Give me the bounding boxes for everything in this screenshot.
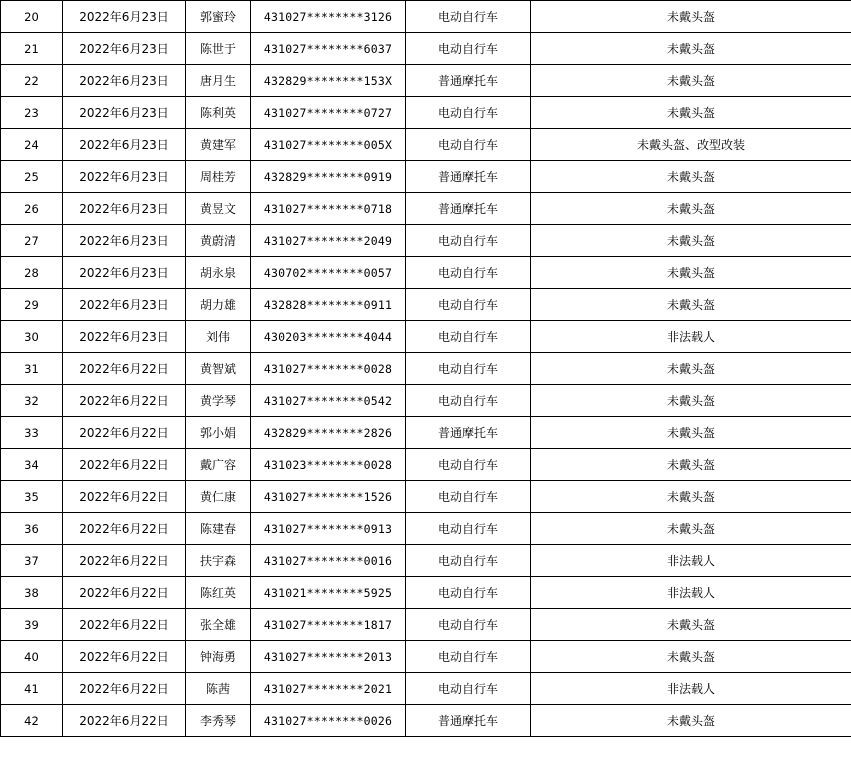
violation-cell: 未戴头盔、改型改装 xyxy=(531,129,851,161)
date-cell: 2022年6月22日 xyxy=(63,417,186,449)
table-row xyxy=(1,97,851,129)
person-name-cell: 李秀琴 xyxy=(186,705,251,737)
violation-cell: 未戴头盔 xyxy=(531,609,851,641)
table-row xyxy=(1,545,851,577)
row-number-cell: 28 xyxy=(1,257,63,289)
date-cell: 2022年6月22日 xyxy=(63,513,186,545)
vehicle-type-cell: 电动自行车 xyxy=(406,33,531,65)
table-row xyxy=(1,257,851,289)
person-name-cell: 唐月生 xyxy=(186,65,251,97)
vehicle-type-cell: 电动自行车 xyxy=(406,225,531,257)
table-row xyxy=(1,513,851,545)
row-number-cell: 31 xyxy=(1,353,63,385)
date-cell: 2022年6月23日 xyxy=(63,193,186,225)
vehicle-type-cell: 电动自行车 xyxy=(406,289,531,321)
table-row xyxy=(1,33,851,65)
person-name-cell: 黄仁康 xyxy=(186,481,251,513)
row-number-cell: 34 xyxy=(1,449,63,481)
person-name-cell: 郭蜜玲 xyxy=(186,1,251,33)
row-number-cell: 25 xyxy=(1,161,63,193)
violation-cell: 未戴头盔 xyxy=(531,417,851,449)
id-number-cell: 431027********0913 xyxy=(251,513,406,545)
row-number-cell: 39 xyxy=(1,609,63,641)
vehicle-type-cell: 电动自行车 xyxy=(406,129,531,161)
violation-cell: 未戴头盔 xyxy=(531,481,851,513)
table-body xyxy=(1,1,851,737)
row-number-cell: 36 xyxy=(1,513,63,545)
table-row xyxy=(1,577,851,609)
date-cell: 2022年6月22日 xyxy=(63,577,186,609)
table-row xyxy=(1,161,851,193)
vehicle-type-cell: 电动自行车 xyxy=(406,257,531,289)
id-number-cell: 431027********2049 xyxy=(251,225,406,257)
id-number-cell: 432829********2826 xyxy=(251,417,406,449)
row-number-cell: 41 xyxy=(1,673,63,705)
table-row xyxy=(1,673,851,705)
id-number-cell: 431021********5925 xyxy=(251,577,406,609)
date-cell: 2022年6月22日 xyxy=(63,385,186,417)
date-cell: 2022年6月23日 xyxy=(63,65,186,97)
table-row xyxy=(1,225,851,257)
vehicle-type-cell: 电动自行车 xyxy=(406,641,531,673)
violation-cell: 未戴头盔 xyxy=(531,193,851,225)
row-number-cell: 21 xyxy=(1,33,63,65)
row-number-cell: 42 xyxy=(1,705,63,737)
vehicle-type-cell: 普通摩托车 xyxy=(406,161,531,193)
row-number-cell: 20 xyxy=(1,1,63,33)
person-name-cell: 胡力雄 xyxy=(186,289,251,321)
date-cell: 2022年6月22日 xyxy=(63,705,186,737)
id-number-cell: 430702********0057 xyxy=(251,257,406,289)
row-number-cell: 38 xyxy=(1,577,63,609)
id-number-cell: 431027********1817 xyxy=(251,609,406,641)
id-number-cell: 431027********0028 xyxy=(251,353,406,385)
violation-cell: 未戴头盔 xyxy=(531,449,851,481)
vehicle-type-cell: 电动自行车 xyxy=(406,353,531,385)
person-name-cell: 扶宇森 xyxy=(186,545,251,577)
vehicle-type-cell: 电动自行车 xyxy=(406,321,531,353)
table-row xyxy=(1,417,851,449)
person-name-cell: 黄学琴 xyxy=(186,385,251,417)
vehicle-type-cell: 电动自行车 xyxy=(406,1,531,33)
date-cell: 2022年6月23日 xyxy=(63,97,186,129)
table-row xyxy=(1,65,851,97)
id-number-cell: 431027********1526 xyxy=(251,481,406,513)
table-row xyxy=(1,481,851,513)
date-cell: 2022年6月23日 xyxy=(63,1,186,33)
table-row xyxy=(1,609,851,641)
person-name-cell: 钟海勇 xyxy=(186,641,251,673)
row-number-cell: 29 xyxy=(1,289,63,321)
date-cell: 2022年6月22日 xyxy=(63,641,186,673)
vehicle-type-cell: 普通摩托车 xyxy=(406,193,531,225)
id-number-cell: 431027********2013 xyxy=(251,641,406,673)
violation-cell: 未戴头盔 xyxy=(531,65,851,97)
date-cell: 2022年6月23日 xyxy=(63,321,186,353)
date-cell: 2022年6月23日 xyxy=(63,129,186,161)
id-number-cell: 432829********0919 xyxy=(251,161,406,193)
table-row xyxy=(1,1,851,33)
table-row xyxy=(1,289,851,321)
table-row xyxy=(1,641,851,673)
vehicle-type-cell: 电动自行车 xyxy=(406,577,531,609)
violation-cell: 未戴头盔 xyxy=(531,513,851,545)
date-cell: 2022年6月22日 xyxy=(63,545,186,577)
person-name-cell: 黄昱文 xyxy=(186,193,251,225)
violation-cell: 非法载人 xyxy=(531,545,851,577)
row-number-cell: 22 xyxy=(1,65,63,97)
date-cell: 2022年6月23日 xyxy=(63,225,186,257)
table-row xyxy=(1,449,851,481)
violation-cell: 未戴头盔 xyxy=(531,641,851,673)
person-name-cell: 陈红英 xyxy=(186,577,251,609)
table-row xyxy=(1,129,851,161)
date-cell: 2022年6月22日 xyxy=(63,673,186,705)
vehicle-type-cell: 电动自行车 xyxy=(406,609,531,641)
person-name-cell: 陈世于 xyxy=(186,33,251,65)
person-name-cell: 戴广容 xyxy=(186,449,251,481)
table-row xyxy=(1,385,851,417)
person-name-cell: 陈利英 xyxy=(186,97,251,129)
violation-cell: 非法载人 xyxy=(531,321,851,353)
date-cell: 2022年6月22日 xyxy=(63,449,186,481)
person-name-cell: 黄建军 xyxy=(186,129,251,161)
violation-cell: 未戴头盔 xyxy=(531,97,851,129)
violation-cell: 未戴头盔 xyxy=(531,257,851,289)
table-row xyxy=(1,353,851,385)
id-number-cell: 432829********153X xyxy=(251,65,406,97)
person-name-cell: 周桂芳 xyxy=(186,161,251,193)
person-name-cell: 张全雄 xyxy=(186,609,251,641)
id-number-cell: 431027********0727 xyxy=(251,97,406,129)
row-number-cell: 26 xyxy=(1,193,63,225)
id-number-cell: 431027********3126 xyxy=(251,1,406,33)
id-number-cell: 431027********0026 xyxy=(251,705,406,737)
violation-cell: 非法载人 xyxy=(531,577,851,609)
row-number-cell: 35 xyxy=(1,481,63,513)
person-name-cell: 郭小娟 xyxy=(186,417,251,449)
violation-cell: 未戴头盔 xyxy=(531,705,851,737)
date-cell: 2022年6月23日 xyxy=(63,289,186,321)
date-cell: 2022年6月22日 xyxy=(63,481,186,513)
violation-cell: 未戴头盔 xyxy=(531,289,851,321)
row-number-cell: 30 xyxy=(1,321,63,353)
date-cell: 2022年6月22日 xyxy=(63,353,186,385)
person-name-cell: 陈建春 xyxy=(186,513,251,545)
person-name-cell: 胡永泉 xyxy=(186,257,251,289)
id-number-cell: 431023********0028 xyxy=(251,449,406,481)
id-number-cell: 431027********2021 xyxy=(251,673,406,705)
row-number-cell: 27 xyxy=(1,225,63,257)
violation-cell: 未戴头盔 xyxy=(531,353,851,385)
date-cell: 2022年6月23日 xyxy=(63,33,186,65)
row-number-cell: 37 xyxy=(1,545,63,577)
row-number-cell: 32 xyxy=(1,385,63,417)
row-number-cell: 23 xyxy=(1,97,63,129)
row-number-cell: 24 xyxy=(1,129,63,161)
person-name-cell: 陈茜 xyxy=(186,673,251,705)
table-row xyxy=(1,321,851,353)
id-number-cell: 431027********0718 xyxy=(251,193,406,225)
person-name-cell: 黄智斌 xyxy=(186,353,251,385)
vehicle-type-cell: 电动自行车 xyxy=(406,449,531,481)
vehicle-type-cell: 电动自行车 xyxy=(406,673,531,705)
vehicle-type-cell: 电动自行车 xyxy=(406,545,531,577)
row-number-cell: 40 xyxy=(1,641,63,673)
id-number-cell: 430203********4044 xyxy=(251,321,406,353)
id-number-cell: 431027********6037 xyxy=(251,33,406,65)
vehicle-type-cell: 电动自行车 xyxy=(406,481,531,513)
row-number-cell: 33 xyxy=(1,417,63,449)
vehicle-type-cell: 电动自行车 xyxy=(406,97,531,129)
id-number-cell: 431027********0016 xyxy=(251,545,406,577)
id-number-cell: 432828********0911 xyxy=(251,289,406,321)
violation-cell: 非法载人 xyxy=(531,673,851,705)
vehicle-type-cell: 电动自行车 xyxy=(406,385,531,417)
person-name-cell: 黄蔚清 xyxy=(186,225,251,257)
violation-cell: 未戴头盔 xyxy=(531,1,851,33)
vehicle-type-cell: 普通摩托车 xyxy=(406,65,531,97)
table-row xyxy=(1,705,851,737)
violation-cell: 未戴头盔 xyxy=(531,385,851,417)
violation-cell: 未戴头盔 xyxy=(531,225,851,257)
violation-cell: 未戴头盔 xyxy=(531,33,851,65)
violation-cell: 未戴头盔 xyxy=(531,161,851,193)
date-cell: 2022年6月22日 xyxy=(63,609,186,641)
table-row xyxy=(1,193,851,225)
vehicle-type-cell: 普通摩托车 xyxy=(406,417,531,449)
vehicle-type-cell: 电动自行车 xyxy=(406,513,531,545)
vehicle-type-cell: 普通摩托车 xyxy=(406,705,531,737)
date-cell: 2022年6月23日 xyxy=(63,161,186,193)
id-number-cell: 431027********0542 xyxy=(251,385,406,417)
date-cell: 2022年6月23日 xyxy=(63,257,186,289)
id-number-cell: 431027********005X xyxy=(251,129,406,161)
person-name-cell: 刘伟 xyxy=(186,321,251,353)
